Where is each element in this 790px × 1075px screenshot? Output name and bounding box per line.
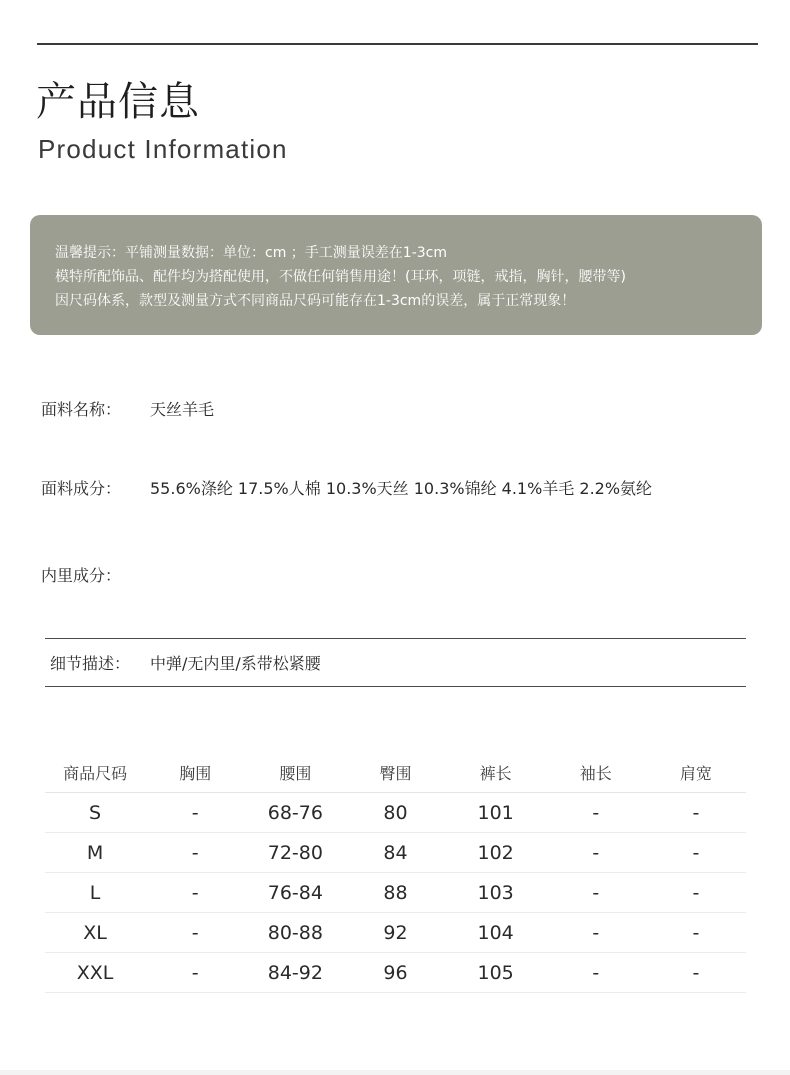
column-header-length: 裤长 xyxy=(446,752,546,793)
page-subtitle: Product Information xyxy=(38,134,288,164)
column-header-shoulder: 肩宽 xyxy=(646,752,746,793)
table-row xyxy=(45,873,746,913)
table-cell: 105 xyxy=(446,953,546,993)
table-cell: 104 xyxy=(446,913,546,953)
table-cell: - xyxy=(546,873,646,913)
table-cell: - xyxy=(646,953,746,993)
size-chart-table xyxy=(45,752,746,993)
table-row xyxy=(45,913,746,953)
spec-label: 细节描述： xyxy=(50,654,131,673)
column-header-size: 商品尺码 xyxy=(45,752,145,793)
spec-row-detail xyxy=(50,651,321,674)
table-cell: - xyxy=(646,873,746,913)
notice-line-measurement: 温馨提示：平铺测量数据：单位：cm ；手工测量误差在1-3cm xyxy=(55,245,447,261)
table-cell: - xyxy=(546,913,646,953)
table-cell: M xyxy=(45,833,145,873)
table-row xyxy=(45,953,746,993)
spec-row-fabric-composition xyxy=(41,476,652,499)
table-row xyxy=(45,793,746,833)
table-cell: - xyxy=(546,833,646,873)
table-cell: 84-92 xyxy=(245,953,345,993)
table-cell: 103 xyxy=(446,873,546,913)
table-cell: 101 xyxy=(446,793,546,833)
column-header-sleeve: 袖长 xyxy=(546,752,646,793)
table-cell: XXL xyxy=(45,953,145,993)
table-header-row xyxy=(45,752,746,793)
spec-row-lining-composition xyxy=(41,563,150,586)
table-cell: 72-80 xyxy=(245,833,345,873)
notice-line-size-error: 因尺码体系，款型及测量方式不同商品尺码可能存在1-3cm的误差，属于正常现象！ xyxy=(55,293,576,309)
column-header-waist: 腰围 xyxy=(245,752,345,793)
table-cell: 88 xyxy=(345,873,445,913)
table-cell: 68-76 xyxy=(245,793,345,833)
spec-row-fabric-name xyxy=(41,397,214,420)
column-header-chest: 胸围 xyxy=(145,752,245,793)
table-cell: - xyxy=(145,913,245,953)
table-cell: - xyxy=(145,793,245,833)
notice-line-accessories: 模特所配饰品、配件均为搭配使用，不做任何销售用途！(耳环，项链，戒指，胸针，腰带等) xyxy=(55,269,626,285)
table-cell: - xyxy=(646,793,746,833)
bottom-band xyxy=(0,1070,790,1075)
table-cell: - xyxy=(145,873,245,913)
table-cell: - xyxy=(145,833,245,873)
page-title: 产品信息 xyxy=(36,79,200,125)
table-cell: - xyxy=(546,953,646,993)
table-cell: 102 xyxy=(446,833,546,873)
table-cell: - xyxy=(546,793,646,833)
column-header-hip: 臀围 xyxy=(345,752,445,793)
table-cell: S xyxy=(45,793,145,833)
table-cell: 96 xyxy=(345,953,445,993)
table-cell: 84 xyxy=(345,833,445,873)
spec-label: 面料名称： xyxy=(41,400,122,419)
table-cell: 80-88 xyxy=(245,913,345,953)
table-cell: - xyxy=(145,953,245,993)
notice-box xyxy=(30,215,762,335)
spec-value: 天丝羊毛 xyxy=(150,400,215,419)
table-cell: XL xyxy=(45,913,145,953)
spec-value: 中弹/无内里/系带松紧腰 xyxy=(150,654,321,673)
top-divider xyxy=(37,43,758,45)
detail-description-box xyxy=(45,638,746,687)
table-cell: - xyxy=(646,833,746,873)
table-cell: 80 xyxy=(345,793,445,833)
spec-label: 内里成分： xyxy=(41,566,122,585)
table-cell: 92 xyxy=(345,913,445,953)
table-cell: 76-84 xyxy=(245,873,345,913)
spec-value: 55.6%涤纶 17.5%人棉 10.3%天丝 10.3%锦纶 4.1%羊毛 2.2%氨纶 xyxy=(150,479,653,498)
table-row xyxy=(45,833,746,873)
table-cell: L xyxy=(45,873,145,913)
spec-label: 面料成分： xyxy=(41,479,122,498)
table-cell: - xyxy=(646,913,746,953)
